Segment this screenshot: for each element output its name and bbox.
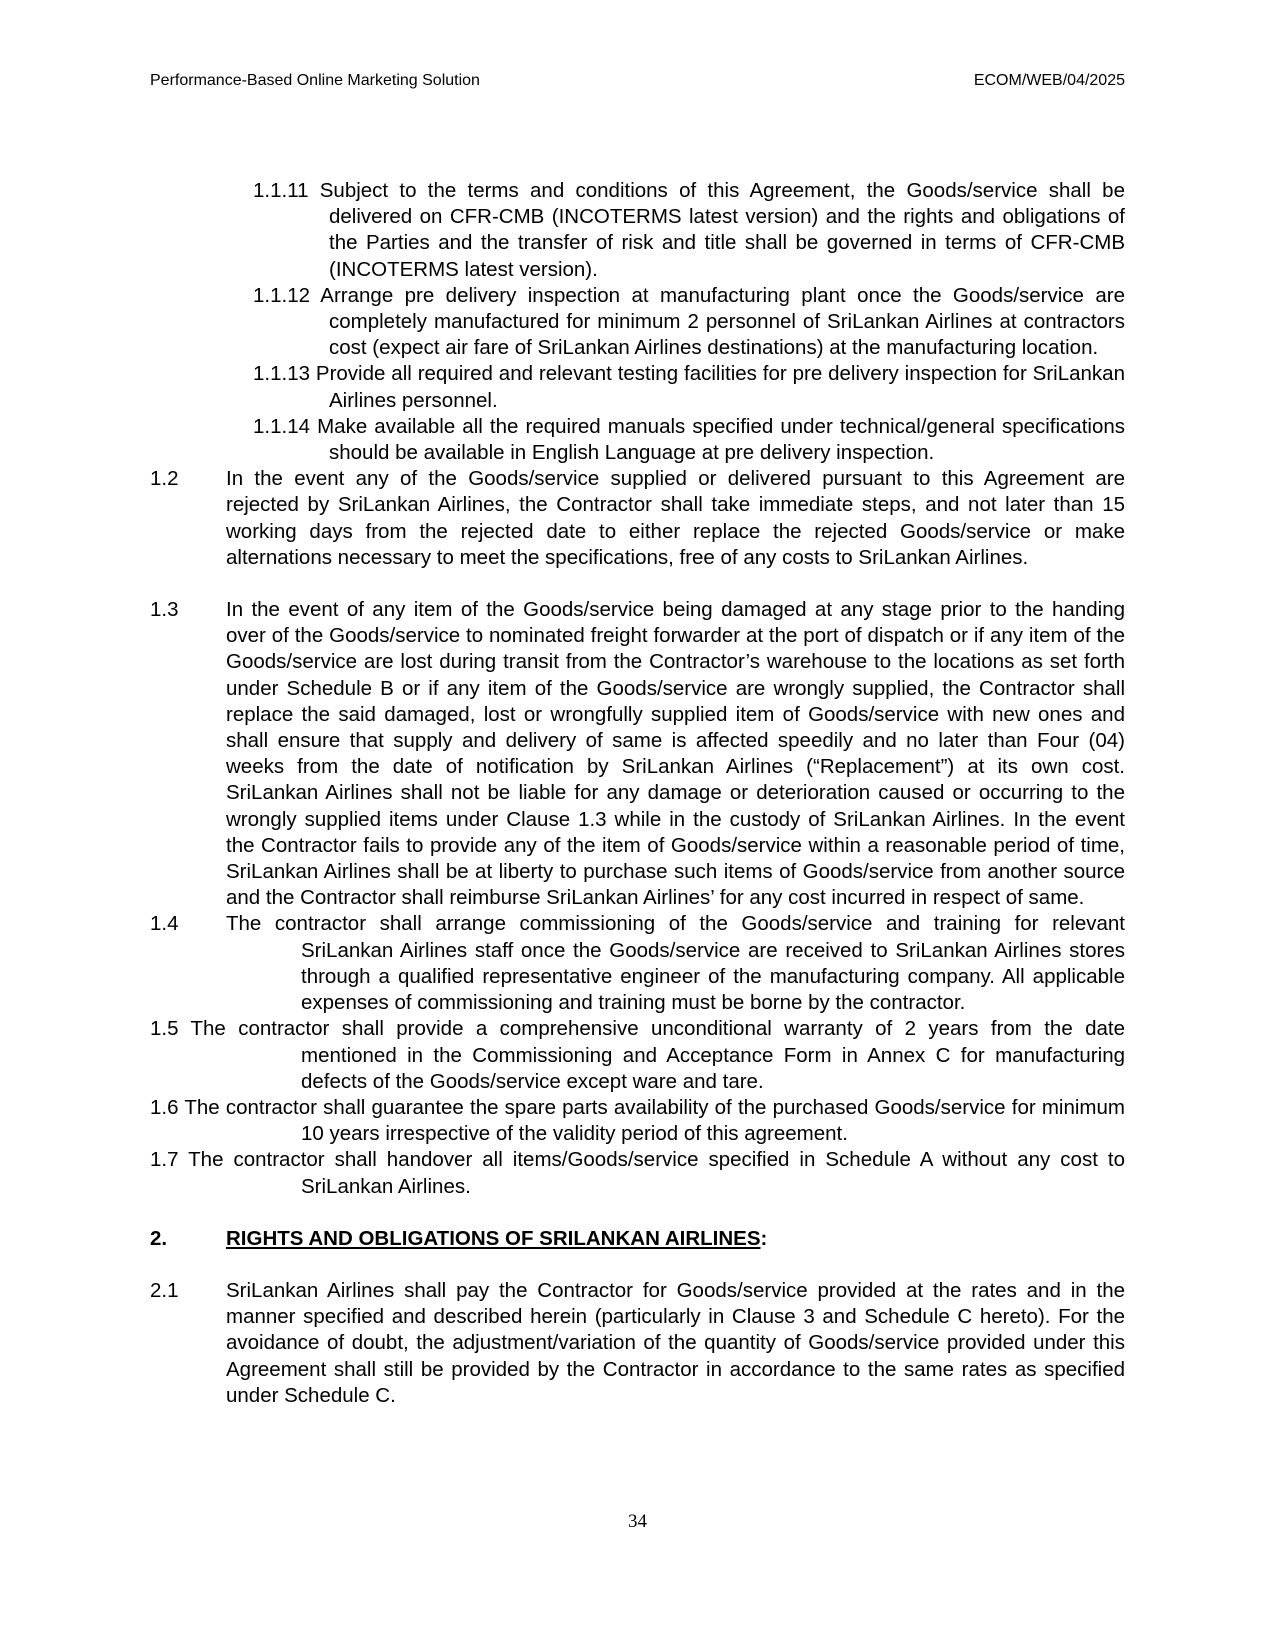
section-number: 2.	[150, 1226, 168, 1250]
clause-number: 1.5	[150, 1017, 179, 1041]
clause-1-2	[150, 466, 1125, 571]
clause-text: The contractor shall arrange commissioning of the Goods/service and training for relevant SriLankan Airlines staff once the Goods/service are received to SriLankan Airlines stores through a qualified representative engineer of the manufacturing company. All applicable expenses of commissioning and training must be borne by the contractor.	[226, 912, 1125, 1015]
page-number: 34	[628, 1511, 647, 1532]
clause-number: 1.1.12	[253, 283, 310, 307]
section-title: RIGHTS AND OBLIGATIONS OF SRILANKAN AIRLINES	[226, 1226, 761, 1250]
clause-1-1-11	[150, 178, 1125, 283]
clause-1-4	[150, 911, 1125, 1016]
clause-number: 1.3	[150, 598, 179, 622]
clause-text: Provide all required and relevant testing facilities for pre delivery inspection for SriLankan Airlines personnel.	[315, 362, 1125, 412]
page-header	[150, 72, 1125, 94]
clause-2-1	[150, 1278, 1125, 1409]
clause-number: 1.4	[150, 912, 179, 936]
clause-text: The contractor shall handover all items/Goods/service specified in Schedule A without any cost to SriLankan Airlines.	[188, 1148, 1125, 1198]
paragraph-spacer	[150, 1200, 1125, 1226]
clause-number: 1.1.11	[253, 179, 309, 202]
clause-number: 1.1.14	[253, 414, 310, 438]
paragraph-spacer	[150, 1252, 1125, 1278]
clause-text: Subject to the terms and conditions of this Agreement, the Goods/service shall be delivered on CFR-CMB (INCOTERMS latest version) and the rights and obligations of the Parties and the transfer of risk and title shall be governed in terms of CFR-CMB (INCOTERMS latest version).	[319, 179, 1125, 281]
clause-text: The contractor shall guarantee the spare parts availability of the purchased Goods/service for minimum 10 years irrespective of the validity period of this agreement.	[184, 1095, 1125, 1146]
document-title: Performance-Based Online Marketing Solution	[150, 72, 480, 89]
section-heading-2	[150, 1226, 1125, 1252]
section-title-colon: :	[760, 1226, 768, 1250]
document-body	[150, 178, 1125, 1409]
clause-text: SriLankan Airlines shall pay the Contractor for Goods/service provided at the rates and in the manner specified and described herein (particularly in Clause 3 and Schedule C hereto). For the avoidance of doubt, the adjustment/variation of the quantity of Goods/service provided under this Agreement shall still be provided by the Contractor in accordance to the same rates as specified under Schedule C.	[226, 1278, 1125, 1407]
clause-number: 1.1.13	[253, 362, 310, 386]
document-reference: ECOM/WEB/04/2025	[973, 72, 1125, 89]
clause-number: 2.1	[150, 1278, 179, 1302]
clause-1-1-13	[150, 361, 1125, 413]
clause-number: 1.6	[150, 1095, 179, 1119]
clause-text: In the event any of the Goods/service supplied or delivered pursuant to this Agreement are rejected by SriLankan Airlines, the Contractor shall take immediate steps, and not later than 15 working days from the rejected date to either replace the rejected Goods/service or make alternations necessary to meet the specifications, free of any costs to SriLankan Airlines.	[226, 467, 1125, 569]
clause-1-7	[150, 1147, 1125, 1199]
clause-text: Arrange pre delivery inspection at manufacturing plant once the Goods/service are completely manufactured for minimum 2 personnel of SriLankan Airlines at contractors cost (expect air fare of SriLankan Airlines destinations) at the manufacturing location.	[320, 283, 1125, 360]
clause-text: In the event of any item of the Goods/service being damaged at any stage prior to the handing over of the Goods/service to nominated freight forwarder at the port of dispatch or if any item of the Goods/service are lost during transit from the Contractor’s warehouse to the locations as set forth under Schedule B or if any item of the Goods/service are wrongly supplied, the Contractor shall replace the said damaged, lost or wrongfully supplied item of Goods/service with new ones and shall ensure that supply and delivery of same is affected speedily and no later than Four (04) weeks from the date of notification by SriLankan Airlines (“Replacement”) at its own cost. SriLankan Airlines shall not be liable for any damage or deterioration caused or occurring to the wrongly supplied items under Clause 1.3 while in the custody of SriLankan Airlines. In the event the Contractor fails to provide any of the item of Goods/service within a reasonable period of time, SriLankan Airlines shall be at liberty to purchase such items of Goods/service from another source and the Contractor shall reimburse SriLankan Airlines’ for any cost incurred in respect of same.	[226, 598, 1125, 910]
clause-1-6	[150, 1095, 1125, 1147]
clause-1-3	[150, 597, 1125, 911]
clause-number: 1.2	[150, 467, 179, 491]
clause-text: Make available all the required manuals specified under technical/general specifications should be available in English Language at pre delivery inspection.	[317, 414, 1126, 465]
paragraph-spacer	[150, 571, 1125, 597]
clause-1-1-14	[150, 414, 1125, 466]
clause-1-1-12	[150, 283, 1125, 362]
clause-text: The contractor shall provide a comprehensive unconditional warranty of 2 years from the date mentioned in the Commissioning and Acceptance Form in Annex C for manufacturing defects of the Goods/service except ware and tare.	[190, 1017, 1125, 1093]
clause-number: 1.7	[150, 1148, 179, 1172]
clause-1-5	[150, 1016, 1125, 1095]
